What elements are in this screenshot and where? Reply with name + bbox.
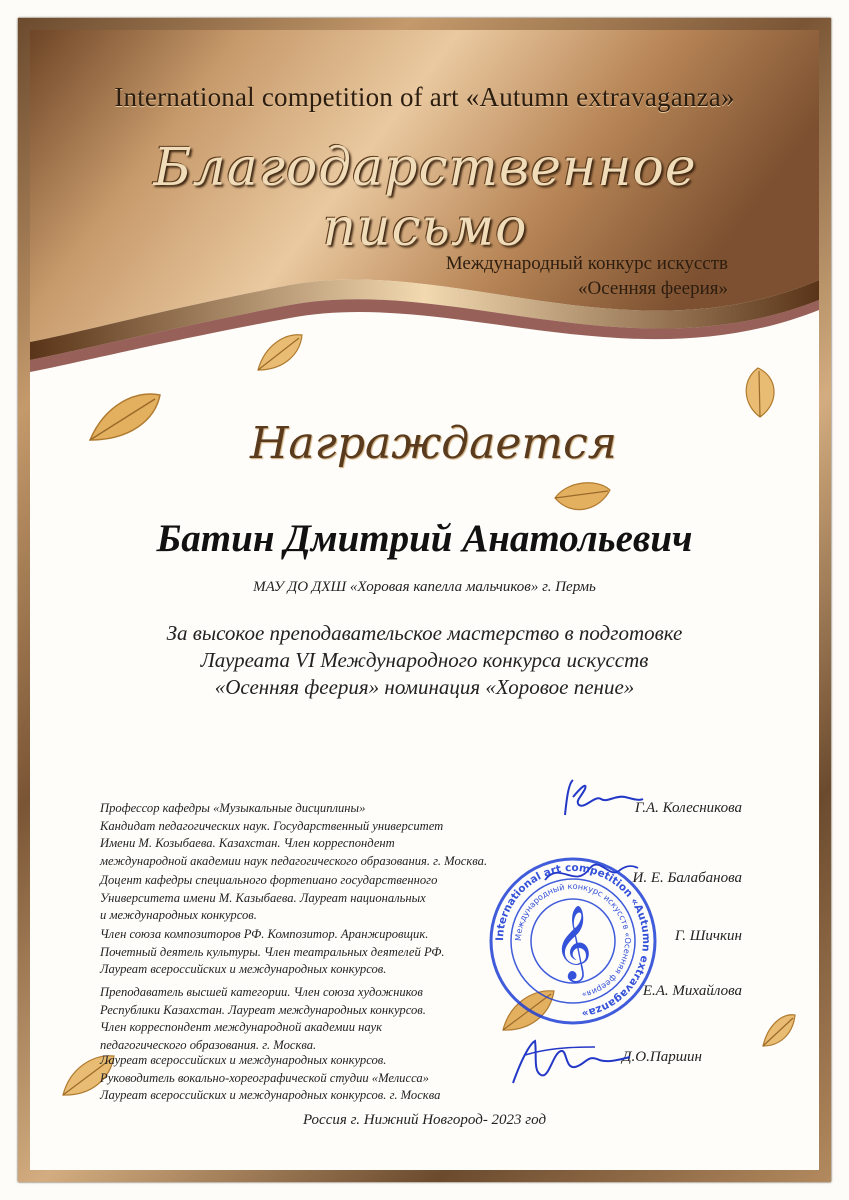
award-reason — [60, 620, 789, 701]
signature-kolesnikova — [555, 775, 645, 825]
desc-line: Лауреат всероссийских и международных конкурсов. — [100, 1053, 387, 1067]
contest-name — [360, 251, 728, 301]
desc-line: Республики Казахстан. Лауреат международных конкурсов. — [100, 1002, 426, 1017]
recipient-name: Батин Дмитрий Анатольевич — [156, 517, 693, 560]
desc-line: Кандидат педагогических наук. Государственный университет — [100, 818, 444, 833]
desc-line: Доцент кафедры специального фортепиано государственного — [100, 873, 438, 887]
desc-line: Имени М. Козыбаева. Казахстан. Член корреспондент — [100, 836, 395, 850]
contest-name-line2: «Осенняя феерия» — [578, 278, 728, 299]
recipient-organization: МАУ ДО ДХШ «Хоровая капелла мальчиков» г. Пермь — [253, 579, 596, 595]
award-reason-line: Лауреата VI Международного конкурса искусств — [200, 648, 649, 672]
place-and-year: Россия г. Нижний Новгород- 2023 год — [302, 1112, 547, 1128]
signatory-1-name: Г.А. Колесникова — [634, 800, 742, 816]
desc-line: Лауреат всероссийских и международных конкурсов. г. Москва — [100, 1088, 441, 1102]
autumn-leaf-icon — [738, 365, 783, 420]
signatory-5-name: Д.О.Паршин — [622, 1049, 702, 1065]
treble-clef-icon — [554, 906, 592, 983]
desc-line: Преподаватель высшей категории. Член союза художников — [100, 985, 423, 999]
desc-line: международной академии наук педагогического образования. г. Москва. — [100, 853, 488, 868]
desc-line: Профессор кафедры «Музыкальные дисциплины» — [100, 801, 366, 815]
svg-text:𝄞: 𝄞 — [554, 906, 592, 980]
seal-outer-text: International art competition «Autumn extravaganza» — [493, 861, 653, 1020]
desc-line: Университета имени М. Казыбаева. Лауреат национальных — [100, 890, 426, 905]
desc-line: Член союза композиторов РФ. Композитор. Аранжировщик. — [100, 927, 429, 941]
award-reason-line: «Осенняя феерия» номинация «Хоровое пение» — [214, 675, 635, 699]
signatory-5-description — [100, 1052, 560, 1105]
international-title: International competition of art «Autumn extravaganza» — [114, 82, 735, 112]
contest-name-line1: Международный конкурс искусств — [445, 253, 728, 274]
autumn-leaf-icon — [552, 478, 614, 520]
desc-line: педагогического образования. г. Москва. — [100, 1037, 317, 1052]
desc-line: Почетный деятель культуры. Член театральных деятелей РФ. — [100, 944, 445, 959]
seal-inner-text: Международный конкурс искусств «Осенняя феерия» — [512, 880, 634, 1001]
award-reason-line: За высокое преподавательское мастерство в подготовке — [166, 621, 683, 645]
desc-line: Лауреат всероссийских и международных конкурсов. — [100, 962, 387, 976]
autumn-leaf-icon — [85, 385, 165, 445]
autumn-leaf-icon — [760, 1010, 798, 1050]
signatory-2-name: И. Е. Балабанова — [632, 870, 742, 886]
desc-line: Руководитель вокально-хореографической студии «Мелисса» — [100, 1070, 429, 1085]
autumn-leaf-icon — [255, 330, 305, 375]
organization-seal — [488, 856, 658, 1026]
desc-line: Член корреспондент международной академии наук — [100, 1020, 382, 1034]
signatory-3-name: Г. Шичкин — [674, 928, 742, 944]
signatory-4-name: Е.А. Михайлова — [642, 983, 742, 999]
signature-parshin — [505, 1035, 635, 1090]
awarded-heading: Награждается — [250, 418, 617, 469]
desc-line: и международных конкурсов. — [100, 908, 257, 922]
certificate-title: Благодарственное письмо — [153, 138, 697, 258]
